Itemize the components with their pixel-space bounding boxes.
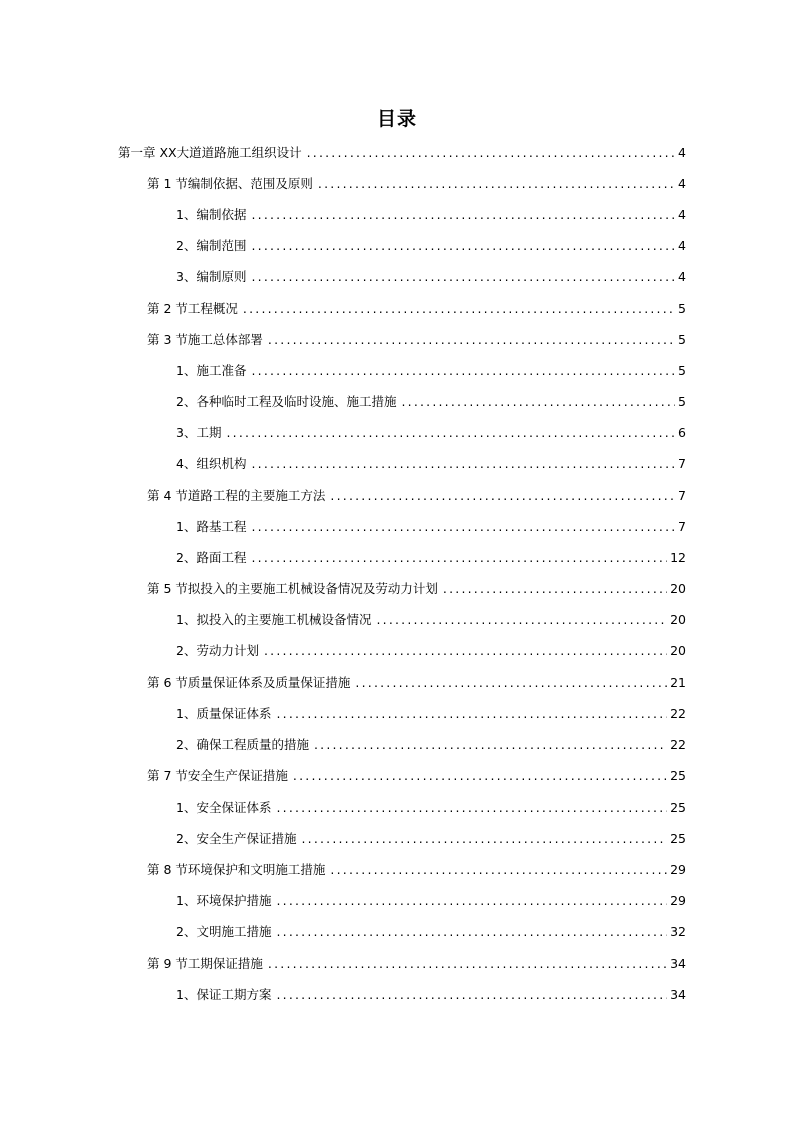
- toc-entry-number: 1、: [176, 612, 197, 627]
- toc-title: 目录: [376, 108, 417, 130]
- toc-page-number: 5: [678, 301, 686, 316]
- dot-leader: [301, 830, 667, 848]
- toc-entry-number: 第 7 节: [147, 768, 188, 783]
- toc-page-number: 25: [670, 768, 686, 783]
- toc-entry-number: 第 1 节: [147, 176, 188, 191]
- toc-entry-text: 路基工程: [196, 519, 247, 534]
- toc-page-number: 34: [670, 956, 686, 971]
- dot-leader: [264, 642, 667, 660]
- toc-page-number: 4: [678, 269, 686, 284]
- toc-entry-text: 编制原则: [196, 269, 247, 284]
- toc-page-number: 20: [670, 643, 686, 658]
- toc-entry-text: 质量保证体系及质量保证措施: [187, 675, 351, 690]
- toc-entry-number: 1、: [176, 706, 197, 721]
- dot-leader: [268, 955, 667, 973]
- toc-entry-subsection[interactable]: [176, 799, 686, 817]
- toc-entry-number: 1、: [176, 893, 197, 908]
- toc-page-number: 20: [670, 581, 686, 596]
- toc-page-number: 22: [670, 737, 686, 752]
- toc-entry-section[interactable]: [147, 331, 686, 349]
- toc-entry-text: 各种临时工程及临时设施、施工措施: [196, 394, 397, 409]
- dot-leader: [276, 705, 667, 723]
- toc-page-number: 34: [670, 987, 686, 1002]
- toc-entry-text: 文明施工措施: [196, 924, 272, 939]
- toc-entry-text: 路面工程: [196, 550, 247, 565]
- toc-page-number: 4: [678, 145, 686, 160]
- dot-leader: [314, 736, 667, 754]
- toc-entry-subsection[interactable]: [176, 986, 686, 1004]
- dot-leader: [251, 362, 675, 380]
- toc-page-number: 25: [670, 831, 686, 846]
- toc-entry-text: 环境保护和文明施工措施: [187, 862, 326, 877]
- dot-leader: [276, 799, 667, 817]
- toc-entry-text: 编制范围: [196, 238, 247, 253]
- dot-leader: [226, 424, 675, 442]
- toc-page-number: 29: [670, 893, 686, 908]
- toc-page-number: 29: [670, 862, 686, 877]
- toc-entry-text: 道路工程的主要施工方法: [187, 488, 326, 503]
- toc-page-number: 32: [670, 924, 686, 939]
- toc-entry-section[interactable]: [147, 487, 686, 505]
- toc-entry-text: 工期保证措施: [187, 956, 263, 971]
- dot-leader: [276, 986, 667, 1004]
- toc-entry-chapter[interactable]: [118, 144, 686, 162]
- toc-page-number: 20: [670, 612, 686, 627]
- dot-leader: [330, 487, 675, 505]
- dot-leader: [330, 861, 667, 879]
- toc-entry-text: 劳动力计划: [196, 643, 259, 658]
- dot-leader: [251, 237, 675, 255]
- toc-entry-section[interactable]: [147, 955, 686, 973]
- toc-entry-subsection[interactable]: [176, 642, 686, 660]
- toc-entry-subsection[interactable]: [176, 206, 686, 224]
- toc-entry-number: 第 4 节: [147, 488, 188, 503]
- toc-entry-text: 施工准备: [196, 363, 247, 378]
- toc-entry-subsection[interactable]: [176, 237, 686, 255]
- toc-entry-number: 2、: [176, 238, 197, 253]
- toc-entry-number: 2、: [176, 550, 197, 565]
- dot-leader: [355, 674, 667, 692]
- toc-entry-number: 1、: [176, 800, 197, 815]
- toc-entry-subsection[interactable]: [176, 892, 686, 910]
- toc-entry-text: 安全生产保证措施: [187, 768, 288, 783]
- dot-leader: [243, 300, 675, 318]
- toc-page-number: 5: [678, 363, 686, 378]
- toc-page-number: 6: [678, 425, 686, 440]
- toc-entry-text: 编制依据、范围及原则: [187, 176, 313, 191]
- dot-leader: [318, 175, 675, 193]
- dot-leader: [251, 206, 675, 224]
- toc-entry-section[interactable]: [147, 674, 686, 692]
- toc-entry-number: 3、: [176, 425, 197, 440]
- toc-entry-subsection[interactable]: [176, 736, 686, 754]
- toc-page-number: 7: [678, 488, 686, 503]
- toc-entry-text: 环境保护措施: [196, 893, 272, 908]
- toc-entry-section[interactable]: [147, 175, 686, 193]
- toc-page-number: 25: [670, 800, 686, 815]
- toc-entry-number: 第 5 节: [147, 581, 188, 596]
- toc-entry-subsection[interactable]: [176, 611, 686, 629]
- toc-page-number: 5: [678, 394, 686, 409]
- dot-leader: [251, 268, 675, 286]
- toc-page-number: 22: [670, 706, 686, 721]
- dot-leader: [251, 549, 667, 567]
- toc-entry-text: 工程概况: [187, 301, 238, 316]
- toc-entry-section[interactable]: [147, 861, 686, 879]
- toc-entry-text: 拟投入的主要施工机械设备情况: [196, 612, 372, 627]
- toc-entry-text: 编制依据: [196, 207, 247, 222]
- toc-entry-subsection[interactable]: [176, 424, 686, 442]
- toc-entry-number: 2、: [176, 924, 197, 939]
- toc-entry-text: 工期: [196, 425, 222, 440]
- toc-entry-section[interactable]: [147, 300, 686, 318]
- toc-page-number: 7: [678, 519, 686, 534]
- dot-leader: [401, 393, 675, 411]
- toc-entry-number: 1、: [176, 987, 197, 1002]
- toc-entry-subsection[interactable]: [176, 549, 686, 567]
- dot-leader: [276, 923, 667, 941]
- toc-entry-number: 第 3 节: [147, 332, 188, 347]
- toc-entry-subsection[interactable]: [176, 518, 686, 536]
- toc-page-number: 4: [678, 207, 686, 222]
- toc-entry-number: 2、: [176, 831, 197, 846]
- toc-entry-number: 2、: [176, 643, 197, 658]
- toc-entry-text: 质量保证体系: [196, 706, 272, 721]
- dot-leader: [443, 580, 667, 598]
- toc-entry-section[interactable]: [147, 580, 686, 598]
- toc-entry-section[interactable]: [147, 767, 686, 785]
- toc-entry-number: 4、: [176, 456, 197, 471]
- dot-leader: [276, 892, 667, 910]
- toc-entry-number: 第 2 节: [147, 301, 188, 316]
- toc-entry-number: 2、: [176, 394, 197, 409]
- toc-entry-text: 拟投入的主要施工机械设备情况及劳动力计划: [187, 581, 438, 596]
- dot-leader: [293, 767, 667, 785]
- toc-entry-number: 2、: [176, 737, 197, 752]
- toc-entry-text: 施工总体部署: [187, 332, 263, 347]
- toc-page-number: 5: [678, 332, 686, 347]
- toc-entry-subsection[interactable]: [176, 362, 686, 380]
- toc-page-number: 7: [678, 456, 686, 471]
- toc-entry-number: 第 8 节: [147, 862, 188, 877]
- toc-entry-text: 安全生产保证措施: [196, 831, 297, 846]
- toc-page-number: 21: [670, 675, 686, 690]
- toc-page-number: 12: [670, 550, 686, 565]
- toc-entry-subsection[interactable]: [176, 923, 686, 941]
- toc-entry-number: 1、: [176, 207, 197, 222]
- toc-entry-number: 1、: [176, 363, 197, 378]
- toc-entry-subsection[interactable]: [176, 268, 686, 286]
- toc-entry-number: 1、: [176, 519, 197, 534]
- toc-page-number: 4: [678, 176, 686, 191]
- dot-leader: [251, 518, 675, 536]
- toc-entry-number: 第 9 节: [147, 956, 188, 971]
- toc-entry-text: 保证工期方案: [196, 987, 272, 1002]
- toc-page-number: 4: [678, 238, 686, 253]
- toc-entry-text: 第一章 XX大道道路施工组织设计: [118, 145, 302, 160]
- dot-leader: [376, 611, 667, 629]
- toc-entry-number: 3、: [176, 269, 197, 284]
- toc-entry-text: 确保工程质量的措施: [196, 737, 309, 752]
- toc-entry-text: 组织机构: [196, 456, 247, 471]
- toc-entry-number: 第 6 节: [147, 675, 188, 690]
- toc-entry-subsection[interactable]: [176, 830, 686, 848]
- dot-leader: [307, 144, 675, 162]
- toc-entry-subsection[interactable]: [176, 455, 686, 473]
- toc-entry-subsection[interactable]: [176, 705, 686, 723]
- toc-entry-text: 安全保证体系: [196, 800, 272, 815]
- dot-leader: [268, 331, 675, 349]
- dot-leader: [251, 455, 675, 473]
- toc-entry-subsection[interactable]: [176, 393, 686, 411]
